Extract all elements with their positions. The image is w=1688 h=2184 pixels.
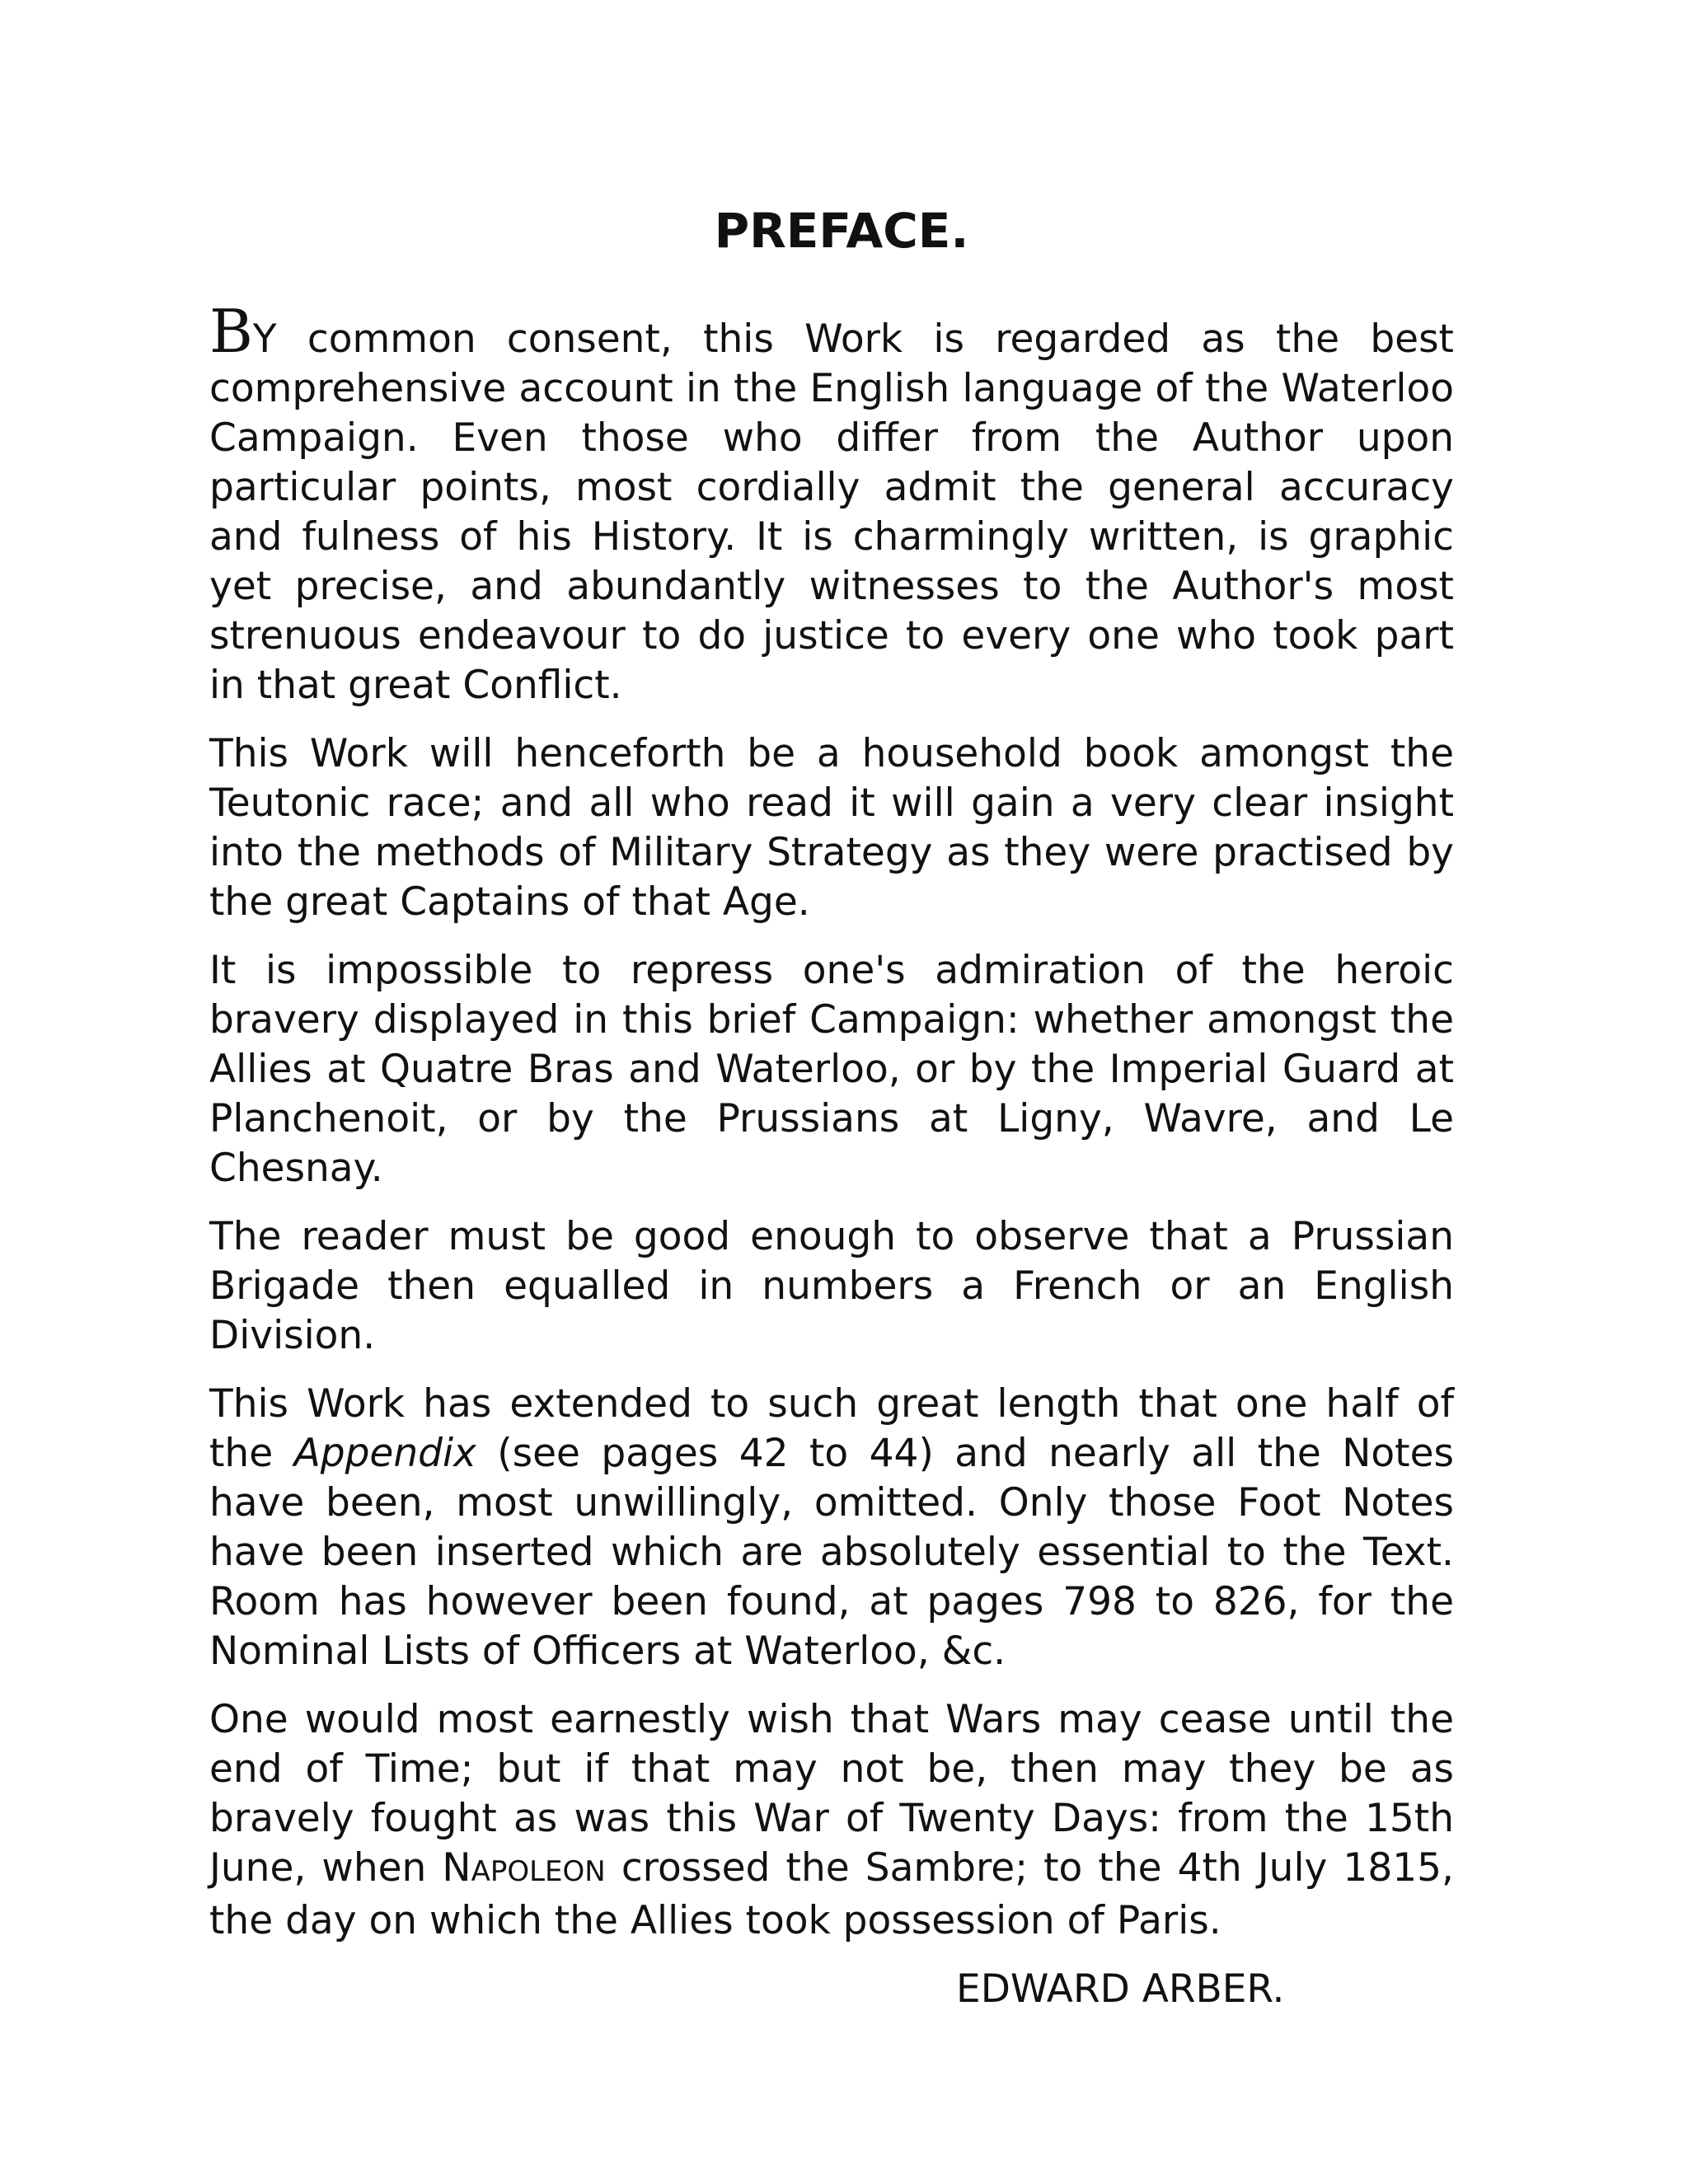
paragraph-6-after: crossed the Sambre; to the 4th July 1815, the day on which the Allies took possession of Paris. [209,1845,1454,1943]
drop-cap-rest: Y [252,316,277,362]
paragraph-2: This Work will henceforth be a household book amongst the Teutonic race; and all who read it will gain a very clear insight into the methods of Military Strategy as they were practised by the great Captains of that Age. [209,731,1454,925]
paragraph-5-prefix: This Work has extended to such great length that one half of the [209,1381,1454,1476]
drop-cap: B [209,297,253,366]
paragraph-4: The reader must be good enough to observe that a Prussian Brigade then equalled in numbers a French or an English Division. [209,1214,1454,1358]
paragraph-1 [209,297,1454,710]
paragraph-6 [209,1695,1454,1946]
paragraph-5 [209,1380,1454,1676]
signature: EDWARD ARBER. [956,1966,1285,2012]
napoleon-smallcaps: APOLEON [471,1855,606,1888]
page-title: PREFACE. [714,203,969,259]
paragraph-1-text: common consent, this Work is regarded as the best comprehensive account in the English language of the Waterloo Campaign. Even those who differ from the Author upon particular points, most cordially admit the general accuracy and fulness of his History. It is charmingly written, is graphic yet precise, and abundantly witnesses to the Author's most strenuous endeavour to do justice to every one who took part in that great Conflict. [209,316,1454,708]
preface-page [209,198,1454,2014]
paragraph-6-before: One would most earnestly wish that Wars may cease until the end of Time; but if that may not be, then may they be as bravely fought as was this War of Twenty Days: from the 15th June, when [209,1697,1454,1891]
paragraph-3: It is impossible to repress one's admiration of the heroic bravery displayed in this brief Campaign: whether amongst the Allies at Quatre Bras and Waterloo, or by the Imperial Guard at Planchenoit, or by the Prussians at Ligny, Wavre, and Le Chesnay. [209,948,1454,1191]
napoleon-cap: N [442,1845,471,1891]
appendix-italic: Appendix [293,1431,476,1476]
paragraph-5-suffix: (see pages 42 to 44) and nearly all the Notes have been, most unwillingly, omitted. Only those Foot Notes have been inserted which are absolutely essential to the Text. Room has however been found, at pages 798 to 826, for the Nominal Lists of Officers at Waterloo, &c. [209,1431,1454,1674]
